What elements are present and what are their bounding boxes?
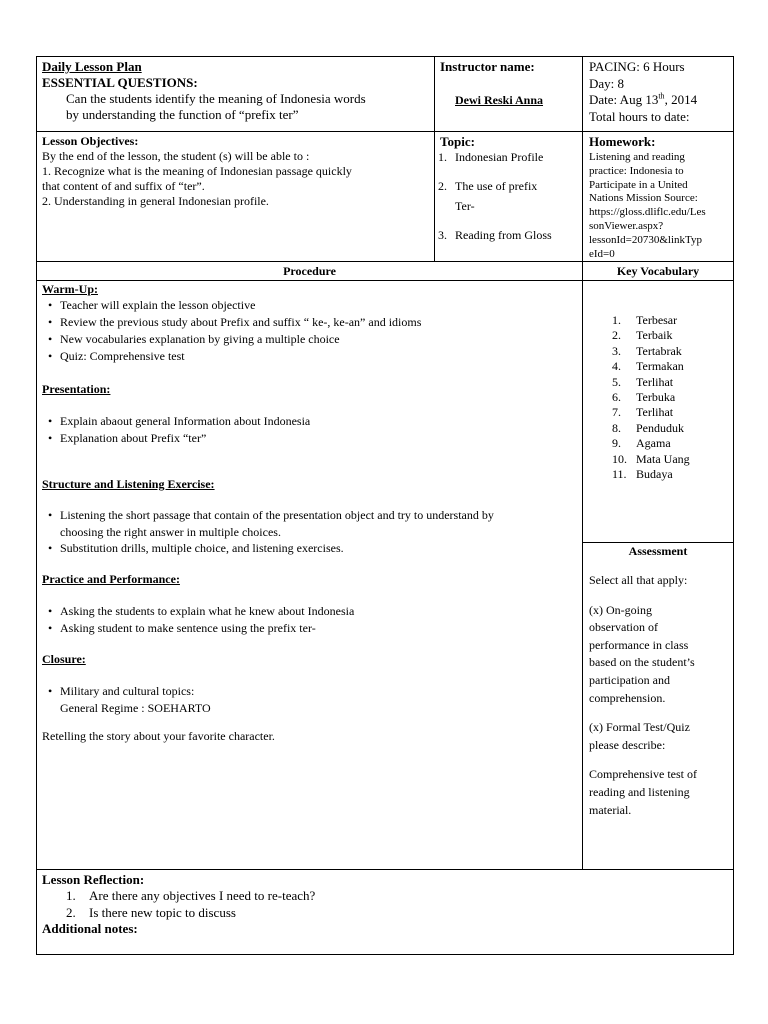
homework-label: Homework: [589, 134, 656, 149]
reflection-item-2-text: Is there new topic to discuss [89, 905, 236, 920]
closure-line1: • Military and cultural topics: [60, 684, 195, 698]
vocab-item: 7. Terlihat [612, 405, 674, 420]
vocab-word: Mata Uang [636, 451, 690, 466]
essential-question-line2: by understanding the function of “prefix ter” [66, 107, 299, 122]
vocab-item: 10. Mata Uang [612, 451, 690, 466]
practice-label: Practice and Performance: [42, 572, 180, 586]
vocab-item: 5. Terlihat [612, 374, 674, 389]
reflection-item-1-num: 1. [66, 888, 76, 903]
objective-2: 2. Understanding in general Indonesian profile. [42, 194, 269, 208]
essential-question-line1: Can the students identify the meaning of Indonesia words [66, 91, 366, 106]
topic-item-2-line1: The use of prefix [455, 179, 538, 193]
vocab-word: Termakan [636, 359, 684, 374]
homework-line: lessonId=20730&linkTyp [589, 233, 702, 246]
topic-label: Topic: [440, 134, 475, 149]
warmup-item: • New vocabularies explanation by giving a multiple choice [42, 331, 577, 348]
reflection-item-1-text: Are there any objectives I need to re-teach? [89, 888, 316, 903]
assessment-select: Select all that apply: [589, 573, 688, 587]
homework-line: Nations Mission Source: [589, 192, 698, 205]
reflection-item-2-num: 2. [66, 905, 76, 920]
warmup-label: Warm-Up: [42, 282, 98, 296]
plan-title: Daily Lesson Plan [42, 59, 142, 74]
vocab-item: 2. Terbaik [612, 328, 673, 343]
vocab-item: 1. Terbesar [612, 313, 678, 327]
vocab-item: 6. Terbuka [612, 390, 676, 405]
objectives-intro: By the end of the lesson, the student (s) will be able to : [42, 149, 310, 163]
ongoing-line: performance in class [589, 637, 689, 652]
warmup-list [42, 297, 577, 365]
objectives-label: Lesson Objectives: [42, 134, 139, 148]
day-text: Day: 8 [589, 75, 625, 91]
vocab-item: 8. Penduduk [612, 420, 684, 435]
ongoing-line: comprehension. [589, 690, 666, 705]
vocab-word: Terlihat [636, 374, 674, 389]
description-line: reading and listening [589, 784, 690, 799]
retelling-text: Retelling the story about your favorite character. [42, 729, 275, 743]
closure-line2: General Regime : SOEHARTO [60, 700, 211, 715]
presentation-label: Presentation: [42, 382, 111, 396]
closure-list [42, 683, 577, 716]
homework-line: Participate in a United [589, 178, 688, 191]
ongoing-line: observation of [589, 620, 658, 635]
structure-item-1-line1: • Listening the short passage that contain of the presentation object and try to understand by [60, 508, 494, 522]
vocab-item: 9. Agama [612, 436, 671, 451]
description-line: material. [589, 802, 632, 817]
total-hours-text: Total hours to date: [589, 108, 690, 124]
structure-item-1 [42, 507, 582, 540]
vocab-item: 4. Termakan [612, 359, 684, 374]
instructor-label: Instructor name: [440, 59, 535, 74]
procedure-header: Procedure [283, 264, 336, 278]
vocab-item: 11. Budaya [612, 467, 673, 482]
instructor-name: Dewi Reski Anna [455, 93, 544, 107]
topic-item-3-num: 3. [438, 228, 447, 242]
pacing-text: PACING: 6 Hours [589, 59, 685, 74]
practice-item: • Asking student to make sentence using the prefix ter- [42, 620, 577, 637]
presentation-list [42, 413, 577, 447]
formal-line: (x) Formal Test/Quiz [589, 720, 690, 735]
presentation-item: • Explanation about Prefix “ter” [42, 430, 577, 447]
reflection-label: Lesson Reflection: [42, 872, 145, 887]
topic-item-3-text: Reading from Gloss [455, 228, 552, 242]
practice-item: • Asking the students to explain what he knew about Indonesia [42, 603, 577, 620]
vocabulary-list [612, 313, 690, 482]
homework-line: sonViewer.aspx? [589, 219, 664, 232]
assessment-content [589, 572, 731, 819]
topic-item-2-num: 2. [438, 179, 447, 193]
ongoing-line: participation and [589, 672, 670, 687]
vocab-word: Terbuka [636, 390, 676, 405]
structure-item-1-line2: choosing the right answer in multiple choices. [60, 524, 281, 539]
formal-line: please describe: [589, 737, 666, 752]
homework-line: practice: Indonesia to [589, 164, 684, 177]
vocab-word: Agama [636, 436, 671, 451]
vocabulary-header: Key Vocabulary [616, 264, 700, 278]
additional-notes-label: Additional notes: [42, 921, 138, 936]
date-text [589, 92, 697, 109]
topic-item-1-num: 1. [438, 150, 447, 164]
date-sup: th [658, 91, 665, 101]
homework-line: eId=0 [589, 247, 615, 260]
closure-label: Closure: [42, 652, 86, 666]
presentation-item: • Explain abaout general Information about Indonesia [42, 413, 577, 430]
ongoing-line: (x) On-going [589, 602, 652, 617]
vocab-word: Terlihat [636, 405, 674, 420]
header-left-content [42, 59, 432, 123]
warmup-item: • Review the previous study about Prefix and suffix “ ke-, ke-an” and idioms [42, 314, 577, 331]
essential-questions-label: ESSENTIAL QUESTIONS: [42, 75, 198, 90]
pacing-content [589, 59, 697, 125]
vocab-word: Terbaik [636, 328, 673, 343]
structure-item-2: • Substitution drills, multiple choice, and listening exercises. [42, 540, 582, 557]
vocab-word: Penduduk [636, 420, 684, 435]
ongoing-line: based on the student’s [589, 655, 695, 670]
objectives-content [42, 134, 432, 209]
homework-text [589, 151, 731, 261]
objective-1-line1: 1. Recognize what is the meaning of Indonesian passage quickly [42, 164, 352, 178]
structure-label: Structure and Listening Exercise: [42, 477, 215, 491]
warmup-item: • Teacher will explain the lesson objective [42, 297, 577, 314]
warmup-item: • Quiz: Comprehensive test [42, 348, 577, 365]
date-suffix: , 2014 [664, 92, 698, 107]
vocab-word: Budaya [636, 467, 673, 482]
topic-item-2-line2: Ter- [455, 199, 475, 213]
date-prefix: Date: Aug 13 [589, 92, 659, 107]
structure-list [42, 507, 582, 557]
assessment-header: Assessment [628, 544, 688, 558]
description-line: Comprehensive test of [589, 767, 697, 782]
vocab-word: Tertabrak [636, 343, 682, 358]
topic-item-1-text: Indonesian Profile [455, 150, 544, 164]
vocab-word: Terbesar [636, 313, 678, 327]
objective-1-line2: that content of and suffix of “ter”. [42, 179, 205, 193]
homework-line: Listening and reading [589, 151, 685, 163]
vocab-item: 3. Tertabrak [612, 343, 682, 358]
practice-list [42, 603, 577, 637]
closure-item [42, 683, 577, 716]
homework-line: https://gloss.dliflc.edu/Les [589, 206, 706, 219]
